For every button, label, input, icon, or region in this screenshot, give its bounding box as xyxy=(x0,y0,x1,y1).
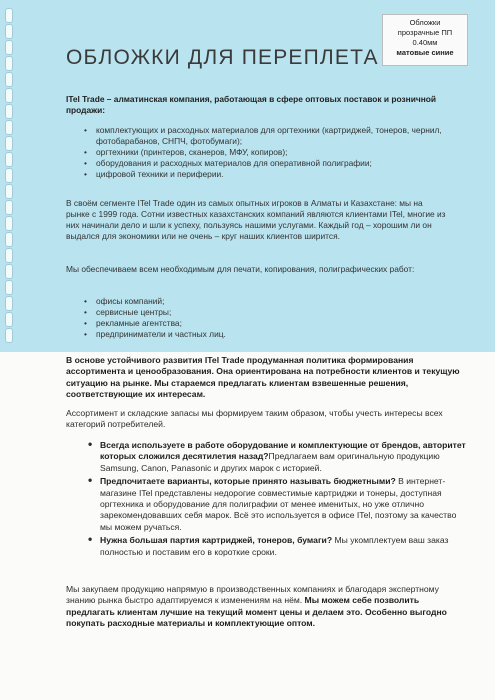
page-title: ОБЛОЖКИ ДЛЯ ПЕРЕПЛЕТА xyxy=(66,46,379,69)
list-item: • оборудования и расходных материалов для оперативной полиграфии; xyxy=(84,158,444,169)
sticker-line: 0.40мм xyxy=(412,38,438,47)
binding-hole xyxy=(5,184,13,199)
sticker-line: прозрачные ПП xyxy=(397,28,453,37)
binding-hole xyxy=(5,120,13,135)
binding-hole xyxy=(5,248,13,263)
binding-hole xyxy=(5,88,13,103)
list-item: • рекламные агентства; xyxy=(84,318,444,329)
lead-text-a: В основе устойчивого развития ITel Trade продуманная политика формирования ассортимента и ценообразования. Она ориентирована на потребности клиентов и текущую ситуацию на рынке. xyxy=(66,355,460,388)
sticker-line: матовые синие xyxy=(396,48,454,57)
closing-paragraph xyxy=(66,584,466,630)
binding-hole xyxy=(5,280,13,295)
offer-question: Предпочитаете варианты, которые принято называть бюджетными? xyxy=(100,476,396,487)
lead-text-b: Мы стараемся предлагать клиентам взвешенные решения, соответствующие их интересам. xyxy=(66,377,409,400)
list-item: • оргтехники (принтеров, сканеров, МФУ, копиров); xyxy=(84,147,444,158)
offer-list xyxy=(88,440,468,560)
sticker-line: Обложки xyxy=(409,18,441,27)
offer-item xyxy=(88,535,468,558)
binding-hole xyxy=(5,216,13,231)
intro-list xyxy=(84,125,444,180)
binding-hole xyxy=(5,200,13,215)
lead-paragraph xyxy=(66,355,466,401)
binding-hole xyxy=(5,136,13,151)
binding-hole xyxy=(5,264,13,279)
list-item: • цифровой техники и периферии. xyxy=(84,169,444,180)
binding-hole xyxy=(5,328,13,343)
closing-bold-text: Мы можем себе позволить предлагать клиентам лучшие на текущий момент цены и делаем это. Особенно выгодно покупать расходные материалы и комплектующие оптом. xyxy=(66,595,447,629)
offer-item xyxy=(88,476,468,533)
binding-hole xyxy=(5,24,13,39)
offer-answer: В интернет-магазине ITel представлены недорогие совместимые картриджи и тонеры, доступная оргтехника и оборудование для полиграфии от менее именитых, но уже отлично зарекомендовавших себя марок. Всё это используется в офисе ITel, поэтому за качество мы можем ручаться. xyxy=(100,476,457,532)
list-item: • офисы компаний; xyxy=(84,296,444,307)
intro-bold-text: ITel Trade – алматинская компания, работающая в сфере оптовых поставок и розничной продажи: xyxy=(66,94,437,115)
offer-answer: Предлагаем вам оригинальную продукцию Samsung, Canon, Panasonic и других марок с историей. xyxy=(100,451,440,473)
list-item: • предприниматели и частных лиц. xyxy=(84,329,444,340)
services-paragraph: Мы обеспечиваем всем необходимым для печати, копирования, полиграфических работ: xyxy=(66,264,415,274)
offer-question: Всегда используете в работе оборудование и комплектующие от брендов, авторитет которых сложился десятилетия назад? xyxy=(100,440,466,462)
offer-item xyxy=(88,440,468,474)
closing-text: Мы закупаем продукцию напрямую в производственных компаниях и благодаря экспертному знанию рынка быстро адаптируемся к изменениям на нём. xyxy=(66,584,439,606)
binding-hole xyxy=(5,152,13,167)
binding-hole xyxy=(5,312,13,327)
list-item: • сервисные центры; xyxy=(84,307,444,318)
experience-paragraph: В своём сегменте ITel Trade один из самых опытных игроков в Алматы и Казахстане: мы на рынке с 1999 года. Сотни известных казахстанских компаний являются клиентами ITel, многие из них начинали дело и шли к успеху, пользуясь нашими услугами. Каждый год – хорошим ли он выдался для экономики или не очень – круг наших клиентов ширится. xyxy=(66,198,446,241)
list-item: • комплектующих и расходных материалов для оргтехники (картриджей, тонеров, чернил, фотобарабанов, СНПЧ, фотобумаги); xyxy=(84,125,444,147)
binding-hole xyxy=(5,72,13,87)
binding-hole xyxy=(5,8,13,23)
binding-hole xyxy=(5,232,13,247)
offer-question: Нужна большая партия картриджей, тонеров, бумаги? xyxy=(100,535,333,546)
binding-hole xyxy=(5,168,13,183)
intro-paragraph xyxy=(66,94,446,116)
binding-hole xyxy=(5,56,13,71)
assortment-paragraph: Ассортимент и складские запасы мы формируем таким образом, чтобы учесть интересы всех категорий потребителей. xyxy=(66,408,443,430)
binding-hole xyxy=(5,296,13,311)
binding-hole xyxy=(5,104,13,119)
offer-answer: Мы укомплектуем ваш заказ полностью и поставим его в короткие сроки. xyxy=(100,535,449,557)
binding-holes xyxy=(5,8,13,338)
binding-hole xyxy=(5,40,13,55)
clients-list xyxy=(84,296,444,340)
